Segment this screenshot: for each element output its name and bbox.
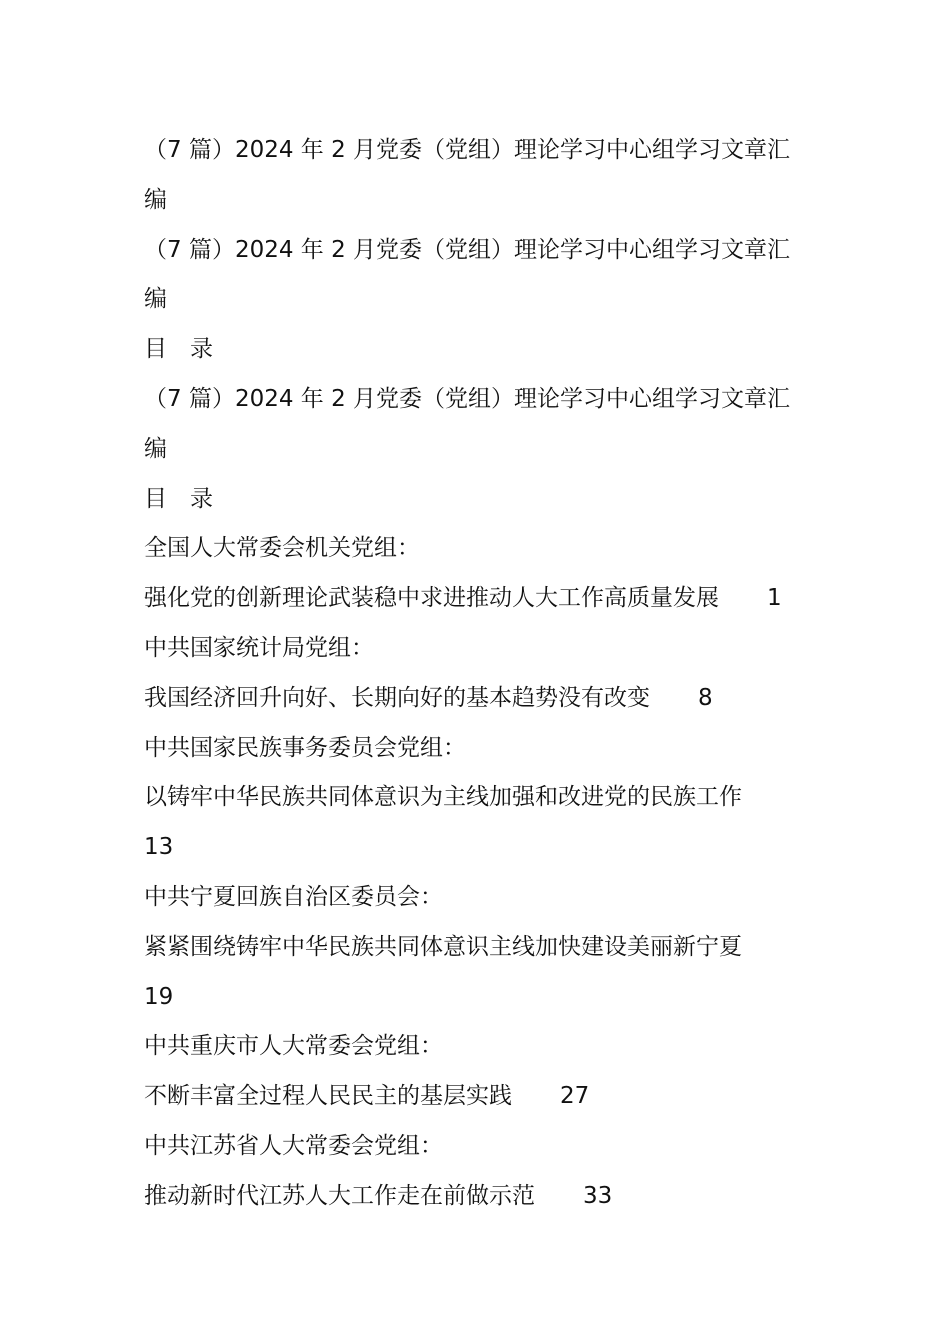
toc-org: 中共国家统计局党组： [144,634,374,661]
toc-heading-left: 目 [144,485,167,512]
toc-entry[interactable] [144,1172,814,1222]
toc-heading-repeat [144,475,814,525]
toc-org: 中共国家民族事务委员会党组： [144,734,466,761]
doc-title-repeat1-line1: （7 篇）2024 年 2 月党委（党组）理论学习中心组学习文章汇 [144,236,791,263]
toc-entry-page: 19 [144,983,174,1010]
toc-heading-right: 录 [190,336,213,363]
toc-entry[interactable] [144,1072,814,1122]
toc-entry-page: 13 [144,834,174,861]
toc-entry-page: 1 [767,585,782,612]
doc-title-repeat2-line1: （7 篇）2024 年 2 月党委（党组）理论学习中心组学习文章汇 [144,385,791,412]
toc-heading-left: 目 [144,336,167,363]
toc-entry-page: 8 [698,684,713,711]
toc-entry-title: 推动新时代江苏人大工作走在前做示范 [144,1182,535,1209]
toc-entry-title: 强化党的创新理论武装稳中求进推动人大工作高质量发展 [144,585,719,612]
toc-heading-right: 录 [190,485,213,512]
doc-title-repeat2-line2: 编 [144,435,167,462]
doc-title-repeat1-line2: 编 [144,286,167,313]
doc-title-line1: （7 篇）2024 年 2 月党委（党组）理论学习中心组学习文章汇 [144,137,791,163]
toc-entry-title[interactable]: 紧紧围绕铸牢中华民族共同体意识主线加快建设美丽新宁夏 [144,933,742,960]
toc-entry-page: 27 [560,1083,590,1110]
toc-heading [144,325,814,375]
doc-title-line2: 编 [144,186,167,213]
toc-org: 中共宁夏回族自治区委员会： [144,883,443,910]
toc-entry[interactable] [144,574,814,624]
toc-org: 全国人大常委会机关党组： [144,535,420,562]
toc-entry[interactable] [144,674,814,724]
toc-entry-page: 33 [583,1182,613,1209]
toc-org: 中共重庆市人大常委会党组： [144,1033,443,1060]
document-body [144,126,814,1222]
toc-entry-title: 我国经济回升向好、长期向好的基本趋势没有改变 [144,684,650,711]
toc-entry-title[interactable]: 以铸牢中华民族共同体意识为主线加强和改进党的民族工作 [144,784,742,811]
toc-entry-title: 不断丰富全过程人民民主的基层实践 [144,1083,512,1110]
toc-org: 中共江苏省人大常委会党组： [144,1132,443,1159]
